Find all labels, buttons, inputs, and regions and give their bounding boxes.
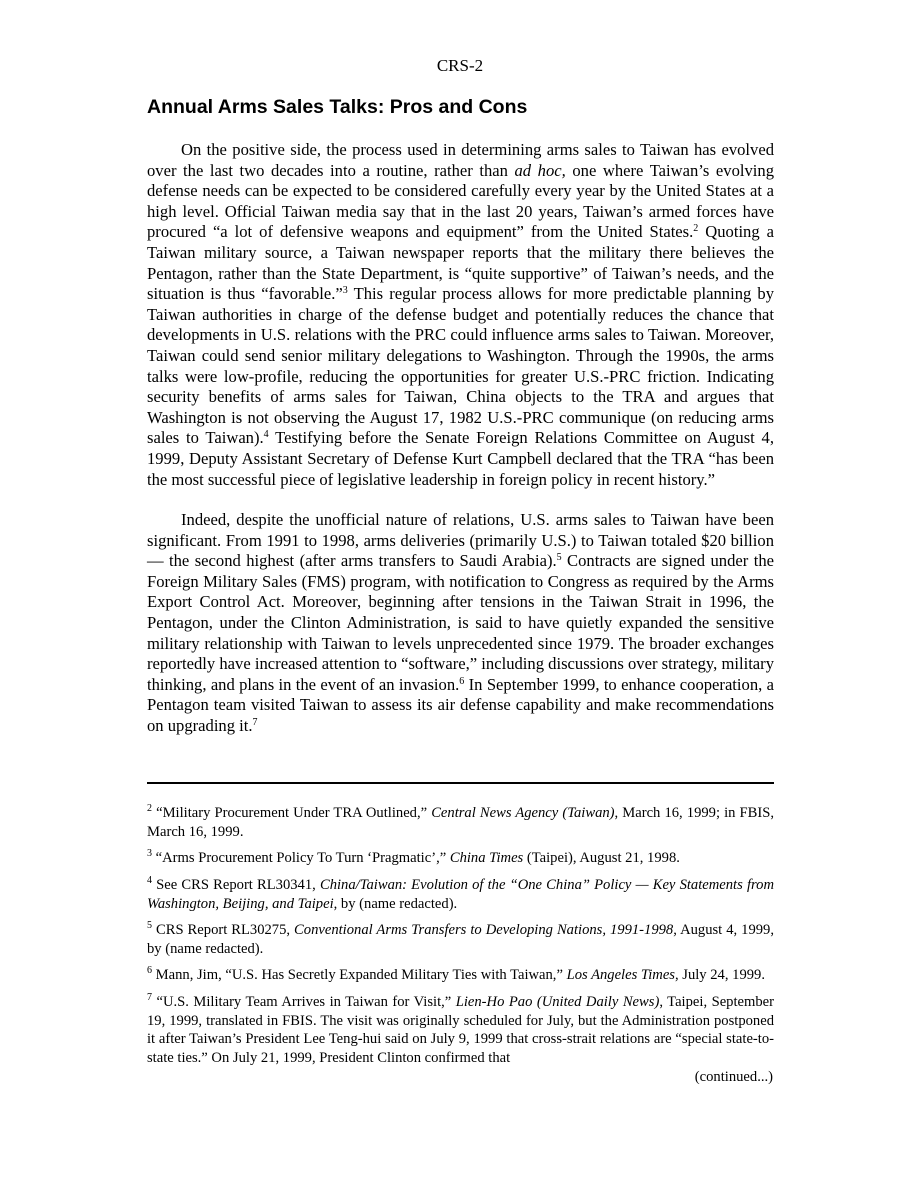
footnote-7 — [147, 993, 774, 1068]
footnote-6-text-b: , July 24, 1999. — [674, 967, 765, 983]
footnote-5-source: Conventional Arms Transfers to Developing Nations, 1991-1998 — [294, 922, 674, 938]
footnote-3 — [147, 849, 774, 868]
p2-text-b: Contracts are signed under the Foreign Military Sales (FMS) program, with notification to Congress as required by the Arms Export Control Act. Moreover, beginning after tensions in the Taiwan Strait in 1996, the Pentagon, under the Clinton Administration, is said to have quietly expanded the sensitive military relationship with Taiwan to levels unprecedented since 1979. The broader exchanges reportedly have increased attention to “software,” including discussions over strategy, military thinking, and plans in the event of an invasion. — [147, 551, 774, 694]
footnote-2-number: 2 — [147, 803, 152, 814]
footnote-3-source: China Times — [449, 850, 524, 866]
footnote-2 — [147, 804, 774, 841]
footnote-5-text-a: CRS Report RL30275, — [152, 922, 295, 938]
p1-text-e: Testifying before the Senate Foreign Relations Committee on August 4, 1999, Deputy Assistant Secretary of Defense Kurt Campbell declared that the TRA “has been the most successful piece of legislative leadership in foreign policy in recent history.” — [147, 428, 774, 489]
footnote-5-text-b: , August 4, 1999, by (name redacted). — [147, 922, 774, 957]
body-paragraph-2 — [147, 510, 774, 737]
footnote-6-source: Los Angeles Times — [566, 967, 675, 983]
footnote-ref-6: 6 — [459, 675, 465, 687]
footnote-6-number: 6 — [147, 965, 152, 976]
footnote-4-source: China/Taiwan: Evolution of the “One China” Policy — Key Statements from Washington, Beijing, and Taipei — [147, 877, 774, 912]
p1-text-c: Quoting a Taiwan military source, a Taiwan newspaper reports that the military there believes the Pentagon, rather than the State Department, is “quite supportive” of Taiwan’s needs, and the situation is thus “favorable.” — [147, 222, 774, 304]
footnote-4-number: 4 — [147, 875, 152, 886]
footnote-2-text-b: , March 16, 1999; in FBIS, March 16, 1999. — [147, 805, 775, 840]
footnote-ref-7: 7 — [252, 716, 258, 728]
footnote-2-source: Central News Agency (Taiwan) — [431, 805, 615, 821]
page-number-header: CRS-2 — [436, 56, 484, 75]
p1-text-b: one where Taiwan’s evolving defense needs can be expected to be considered carefully every year by the United States at a high level. Official Taiwan media say that in the last 20 years, Taiwan’s armed forces have procured “a lot of defensive weapons and equipment” from the United States. — [147, 160, 774, 242]
footnote-divider — [147, 782, 774, 784]
footnote-4-text-a: See CRS Report RL30341, — [152, 877, 320, 893]
footnote-7-text-a: “U.S. Military Team Arrives in Taiwan for Visit,” — [152, 994, 456, 1010]
footnote-ref-2: 2 — [693, 223, 699, 235]
footnote-2-text-a: “Military Procurement Under TRA Outlined,” — [152, 805, 432, 821]
p1-text-a: On the positive side, the process used in determining arms sales to Taiwan has evolved over the last two decades into a routine, rather than — [147, 140, 774, 180]
body-paragraph-1 — [147, 140, 774, 490]
footnote-7-number: 7 — [147, 992, 152, 1003]
footnote-3-number: 3 — [147, 848, 152, 859]
footnote-6-text-a: Mann, Jim, “U.S. Has Secretly Expanded Military Ties with Taiwan,” — [152, 967, 567, 983]
footnote-5 — [147, 921, 774, 958]
p2-text-a: Indeed, despite the unofficial nature of relations, U.S. arms sales to Taiwan have been significant. From 1991 to 1998, arms deliveries (primarily U.S.) to Taiwan totaled $20 billion — the second highest (after arms transfers to Saudi Arabia). — [147, 510, 774, 571]
footnote-3-text-b: (Taipei), August 21, 1998. — [523, 850, 680, 866]
p2-text-c: In September 1999, to enhance cooperation, a Pentagon team visited Taiwan to assess its air defense capability and make recommendations on upgrading it. — [147, 674, 774, 735]
footnote-3-text-a: “Arms Procurement Policy To Turn ‘Pragmatic’,” — [152, 850, 450, 866]
p1-text-d: This regular process allows for more predictable planning by Taiwan authorities in charge of the defense budget and potentially reduces the chance that developments in U.S. relations with the PRC could influence arms sales to Taiwan. Moreover, Taiwan could send senior military delegations to Washington. Through the 1990s, the arms talks were low-profile, reducing the opportunities for greater U.S.-PRC friction. Indicating security benefits of arms sales for Taiwan, China objects to the TRA and argues that Washington is not observing the August 17, 1982 U.S.-PRC communique (on reducing arms sales to Taiwan). — [147, 284, 775, 448]
continued-marker: (continued...) — [694, 1069, 773, 1085]
footnote-4-text-b: , by (name redacted). — [333, 895, 458, 912]
p1-italic-ad-hoc: ad hoc, — [514, 160, 566, 180]
footnote-6 — [147, 966, 774, 985]
section-heading: Annual Arms Sales Talks: Pros and Cons — [147, 96, 528, 118]
footnote-5-number: 5 — [147, 920, 152, 931]
footnote-7-text-b: , Taipei, September 19, 1999, translated in FBIS. The visit was originally scheduled for July, but the Administration postponed it after Taiwan’s President Lee Teng-hui said on July 9, 1999 that cross-strait relations are “special state-to-state ties.” On July 21, 1999, President Clinton confirmed that — [147, 994, 774, 1067]
footnote-ref-3: 3 — [342, 285, 348, 297]
footnote-7-source: Lien-Ho Pao (United Daily News) — [455, 994, 660, 1010]
footnote-ref-5: 5 — [556, 552, 562, 564]
footnote-ref-4: 4 — [263, 429, 269, 441]
footnote-4 — [147, 876, 774, 913]
